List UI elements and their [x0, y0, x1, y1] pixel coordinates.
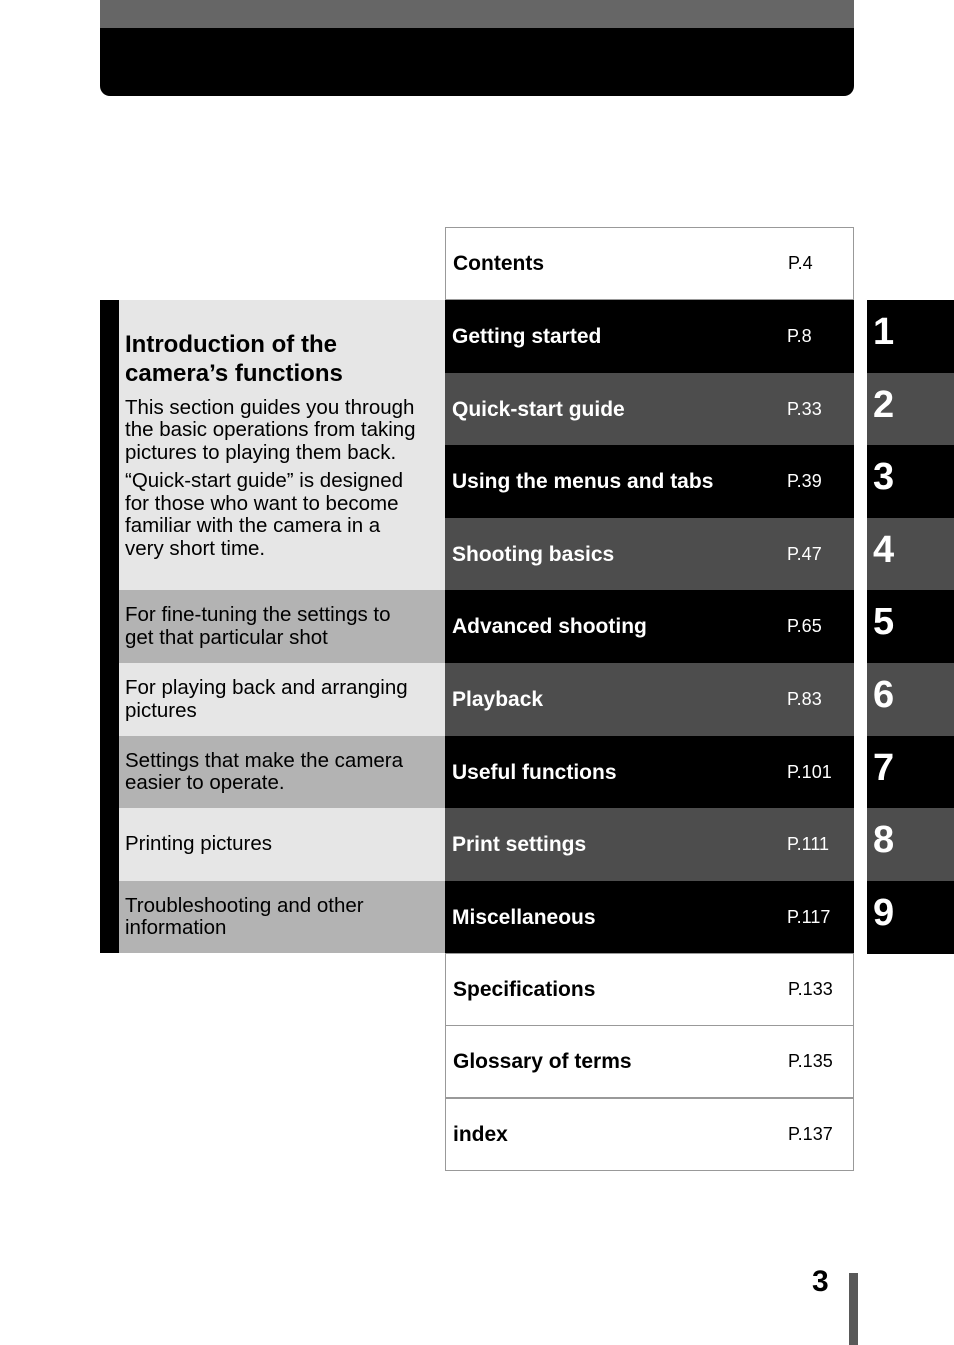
text-line: Settings that make the camera [125, 748, 404, 772]
toc-item-shooting-basics[interactable] [445, 518, 854, 591]
intro-paragraph [125, 470, 439, 560]
text-line: familiar with the camera in a [125, 514, 381, 538]
text-line: “Quick-start guide” is designed [125, 469, 404, 493]
left-black-stripe [100, 300, 119, 953]
toc-item-glossary[interactable] [445, 1025, 854, 1098]
toc-label: Quick-start guide [452, 397, 625, 421]
description-settings [119, 736, 445, 808]
toc-item-playback[interactable] [445, 663, 854, 736]
text-line: pictures to playing them back. [125, 440, 397, 464]
toc-page: P.133 [788, 979, 833, 999]
chapter-tab-9[interactable]: 9 [867, 881, 954, 954]
description-fine-tuning [119, 590, 445, 663]
toc-page: P.33 [787, 399, 822, 419]
description-printing [119, 808, 445, 881]
text-line: This section guides you through [125, 395, 415, 419]
chapter-tab-4[interactable]: 4 [867, 518, 954, 591]
toc-label: Advanced shooting [452, 614, 647, 638]
description-troubleshooting [119, 881, 445, 953]
chapter-tab-8[interactable]: 8 [867, 808, 954, 881]
toc-label: Playback [452, 687, 544, 711]
toc-page: P.4 [788, 253, 813, 273]
text-line: very short time. [125, 536, 266, 560]
text-line: For fine-tuning the settings to [125, 603, 391, 626]
text-line: the basic operations from taking [125, 418, 416, 442]
chapter-tab-2[interactable]: 2 [867, 373, 954, 446]
toc-page: P.39 [787, 471, 822, 491]
text-line: pictures [125, 698, 197, 722]
page-number-bar [849, 1273, 858, 1345]
toc-label: index [453, 1122, 508, 1146]
toc-item-useful-functions[interactable] [445, 736, 854, 809]
toc-item-miscellaneous[interactable] [445, 881, 854, 954]
toc-label: Using the menus and tabs [452, 469, 714, 493]
chapter-tab-3[interactable]: 3 [867, 445, 954, 518]
toc-label: Glossary of terms [453, 1049, 632, 1073]
toc-page: P.83 [787, 689, 822, 709]
intro-title-line: Introduction of the [125, 330, 337, 358]
toc-page: P.117 [787, 907, 831, 927]
toc-item-index[interactable] [445, 1098, 854, 1171]
text-line: information [125, 916, 227, 939]
toc-page: P.101 [787, 762, 832, 782]
description-playback [119, 663, 445, 736]
toc-item-quick-start-guide[interactable] [445, 373, 854, 446]
text-line: get that particular shot [125, 625, 328, 649]
toc-item-specifications[interactable] [445, 953, 854, 1026]
toc-item-contents[interactable] [445, 227, 854, 300]
toc-label: Specifications [453, 977, 596, 1001]
chapter-tab-6[interactable]: 6 [867, 663, 954, 736]
toc-page: P.135 [788, 1051, 833, 1071]
toc-page: P.65 [787, 616, 822, 636]
header-bar [100, 0, 854, 96]
header-top-strip [100, 0, 854, 28]
intro-description [119, 300, 445, 590]
toc-page: P.111 [787, 834, 830, 854]
toc-page: P.137 [788, 1124, 833, 1144]
text-line: Printing pictures [125, 832, 272, 856]
toc-page: P.8 [787, 326, 812, 346]
toc-item-menus-and-tabs[interactable] [445, 445, 854, 518]
toc-item-print-settings[interactable] [445, 808, 854, 881]
intro-title [125, 330, 439, 388]
chapter-tab-7[interactable]: 7 [867, 736, 954, 809]
toc-page: P.47 [787, 544, 822, 564]
toc-item-advanced-shooting[interactable] [445, 590, 854, 663]
text-line: Troubleshooting and other [125, 893, 364, 917]
toc-label: Getting started [452, 324, 602, 348]
page-number: 3 [812, 1265, 829, 1298]
intro-paragraph [125, 397, 439, 465]
text-line: for those who want to become [125, 491, 399, 515]
text-line: For playing back and arranging [125, 676, 408, 699]
toc-label: Shooting basics [452, 542, 615, 566]
toc-label: Print settings [452, 832, 587, 856]
toc-label: Miscellaneous [452, 905, 596, 929]
intro-title-line: camera’s functions [125, 359, 343, 387]
toc-label: Useful functions [452, 760, 617, 784]
chapter-tab-5[interactable]: 5 [867, 590, 954, 663]
chapter-tab-1[interactable]: 1 [867, 300, 954, 373]
toc-label: Contents [453, 251, 544, 275]
toc-item-getting-started[interactable] [445, 300, 854, 373]
text-line: easier to operate. [125, 771, 285, 794]
